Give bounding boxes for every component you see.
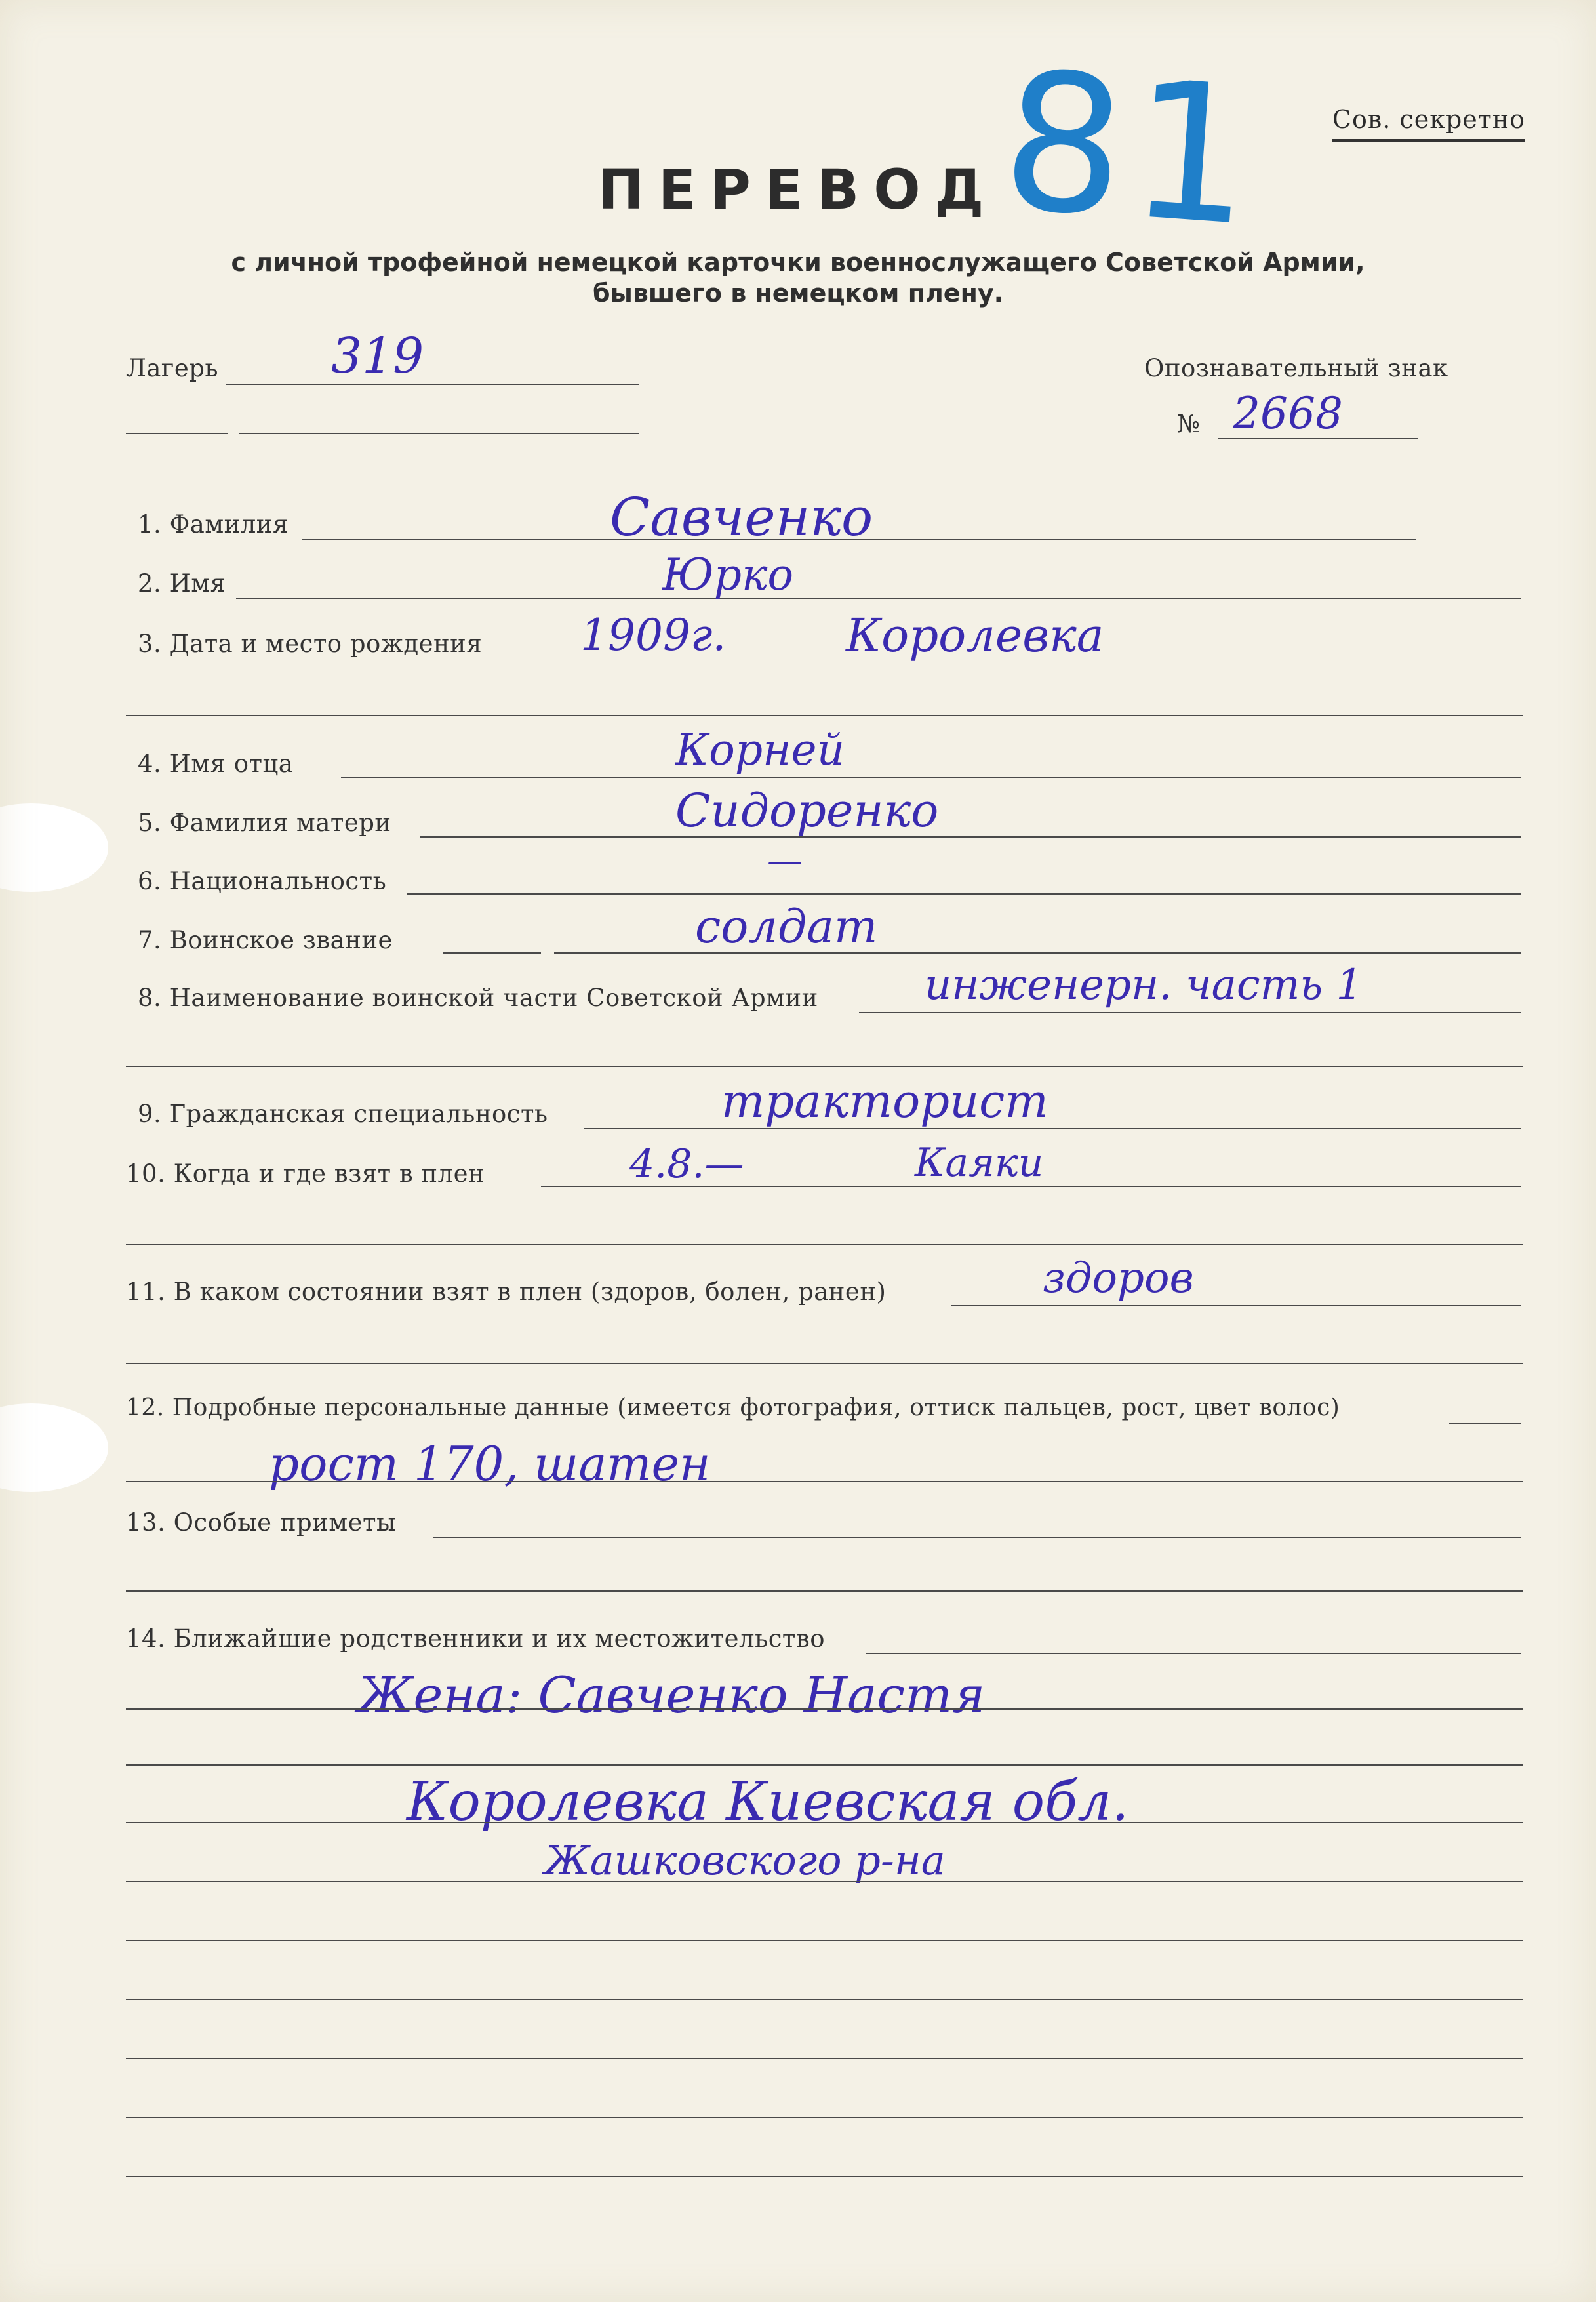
field-relatives-line <box>866 1653 1521 1654</box>
field-name-line <box>236 598 1521 599</box>
camp-label: Лагерь <box>126 354 219 382</box>
field-name-label: 2. Имя <box>138 569 226 597</box>
field-father-value: Корней <box>675 725 845 775</box>
field-rank-label: 7. Воинское звание <box>138 926 393 954</box>
field-relatives-value-line1: Жена: Савченко Настя <box>357 1666 986 1724</box>
field-nationality-label: 6. Национальность <box>138 867 387 895</box>
field-condition-line-2 <box>126 1363 1523 1364</box>
field-relatives-line-8 <box>126 2058 1523 2059</box>
field-captured-place-value: Каяки <box>915 1140 1044 1186</box>
camp-value: 319 <box>331 328 424 384</box>
field-unit-value: инженерн. часть 1 <box>925 961 1363 1009</box>
field-relatives-line-7 <box>126 1999 1523 2000</box>
field-unit-label: 8. Наименование воинской части Советской Армии <box>138 984 818 1012</box>
archive-number: 81 <box>995 30 1266 270</box>
field-relatives-value-line3: Жашковского р-на <box>544 1836 946 1884</box>
field-birth-line-2 <box>126 715 1523 716</box>
document-subtitle-line1: с личной трофейной немецкой карточки военнослужащего Советской Армии, <box>231 248 1365 277</box>
field-birth-place-value: Королевка <box>846 609 1104 662</box>
field-father-line <box>341 777 1521 778</box>
field-relatives-line-9 <box>126 2117 1523 2118</box>
camp-line-2a <box>126 433 228 434</box>
classification-label: Сов. секретно <box>1332 105 1525 142</box>
field-relatives-line-6 <box>126 1940 1523 1941</box>
field-mother-label: 5. Фамилия матери <box>138 809 391 837</box>
field-marks-line-2 <box>126 1590 1523 1592</box>
field-marks-label: 13. Особые приметы <box>126 1508 396 1537</box>
field-mother-line <box>420 836 1521 838</box>
field-profession-line <box>584 1128 1521 1129</box>
field-surname-value: Савченко <box>610 487 873 548</box>
field-personal-line <box>1449 1423 1521 1424</box>
field-captured-label: 10. Когда и где взят в плен <box>126 1160 485 1188</box>
field-captured-date-value: 4.8.— <box>629 1141 744 1187</box>
field-marks-line <box>433 1537 1521 1538</box>
field-name-value: Юрко <box>662 550 794 600</box>
field-profession-label: 9. Гражданская специальность <box>138 1100 548 1128</box>
field-relatives-value-line2: Королевка Киевская обл. <box>407 1771 1129 1833</box>
field-relatives-line-5 <box>126 1881 1523 1882</box>
field-father-label: 4. Имя отца <box>138 750 294 778</box>
tag-number-label: № <box>1177 410 1201 438</box>
field-relatives-label: 14. Ближайшие родственники и их местожительство <box>126 1625 825 1653</box>
punch-hole-lower <box>0 1403 108 1492</box>
tag-value: 2668 <box>1233 388 1343 439</box>
camp-line-2b <box>239 433 639 434</box>
document-title: ПЕРЕВОД <box>597 157 999 222</box>
tag-label: Опознавательный знак <box>1144 354 1448 382</box>
field-rank-line-a <box>443 952 541 954</box>
field-surname-label: 1. Фамилия <box>138 510 289 538</box>
field-captured-line-2 <box>126 1244 1523 1245</box>
document-subtitle-line2: бывшего в немецком плену. <box>592 279 1004 308</box>
field-condition-line <box>951 1305 1521 1306</box>
field-personal-line-2 <box>126 1481 1523 1482</box>
camp-line <box>226 384 639 385</box>
field-condition-label: 11. В каком состоянии взят в плен (здоров, болен, ранен) <box>126 1278 887 1306</box>
field-profession-value: тракторист <box>721 1074 1048 1128</box>
punch-hole-upper <box>0 803 108 892</box>
field-personal-value: рост 170, шатен <box>269 1436 711 1491</box>
field-rank-value: солдат <box>695 900 878 954</box>
field-personal-label: 12. Подробные персональные данные (имеется фотография, оттиск пальцев, рост, цвет волос) <box>126 1394 1340 1421</box>
field-unit-line-2 <box>126 1066 1523 1067</box>
field-relatives-line-10 <box>126 2176 1523 2177</box>
field-relatives-line-4 <box>126 1822 1523 1823</box>
field-birth-date-value: 1909г. <box>580 610 727 660</box>
field-birth-label: 3. Дата и место рождения <box>138 630 483 658</box>
field-nationality-line <box>407 893 1521 895</box>
field-unit-line <box>859 1012 1521 1013</box>
field-nationality-value: — <box>767 839 803 881</box>
field-mother-value: Сидоренко <box>675 784 939 838</box>
field-relatives-line-2 <box>126 1708 1523 1710</box>
field-relatives-line-3 <box>126 1764 1523 1766</box>
field-condition-value: здоров <box>1043 1254 1194 1302</box>
